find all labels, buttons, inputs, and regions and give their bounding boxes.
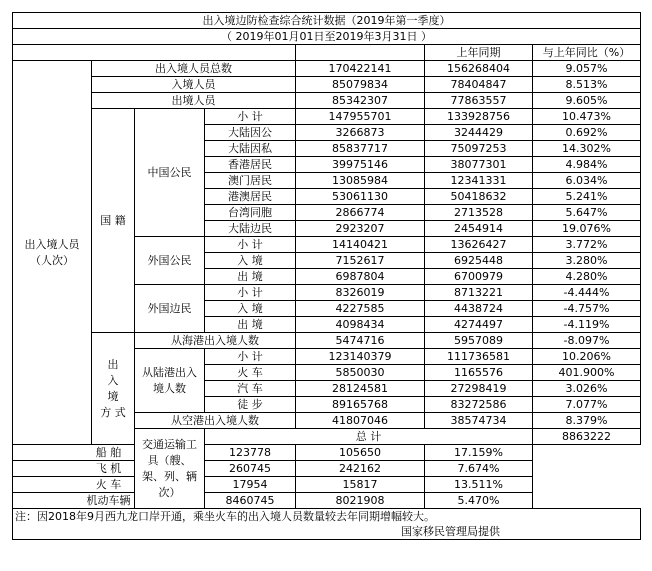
footnote: 注：因2018年9月西九龙口岸开通，乘坐火车的出入境人员数量较去年同期增幅较大。 <box>13 509 641 525</box>
statistics-table <box>12 12 641 540</box>
table-row: 飞 机 260745 242162 7.674% <box>13 461 641 477</box>
table-row: 汽 车 28124581 27298419 3.026% <box>13 381 641 397</box>
table-row: 国 籍 中国公民 小 计 147955701 133928756 10.473% <box>13 109 641 125</box>
table-row: 交通运输工具（艘、架、列、辆次） 总 计 8863222 <box>13 429 641 445</box>
header-yoy: 与上年同比（%） <box>533 45 641 61</box>
note-row <box>13 509 641 525</box>
table-row: 出入境人员（人次） 出入境人员总数 170422141 156268404 9.057% <box>13 61 641 77</box>
header-blank <box>13 45 296 61</box>
table-row: 外国边民 小 计 8326019 8713221 -4.444% <box>13 285 641 301</box>
table-row: 出 境 4098434 4274497 -4.119% <box>13 317 641 333</box>
table-row: 出 入 境 方 式 从海港出入境人数 5474716 5957089 -8.097% <box>13 333 641 349</box>
vehicles-group-label: 交通运输工具（艘、架、列、辆次） <box>135 429 205 509</box>
header-last-year: 上年同期 <box>425 45 533 61</box>
table-row: 出境人员 85342307 77863557 9.605% <box>13 93 641 109</box>
chinese-citizens-label: 中国公民 <box>135 109 205 237</box>
table-row: 大陆因公 3266873 3244429 0.692% <box>13 125 641 141</box>
table-period: （ 2019年01月01日至2019年3月31日 ） <box>13 29 641 45</box>
column-header-row <box>13 45 641 61</box>
title-row <box>13 13 641 29</box>
table-row: 机动车辆 8460745 8021908 5.470% <box>13 493 641 509</box>
table-row: 从空港出入境人数 41807046 38574734 8.379% <box>13 413 641 429</box>
statistics-document <box>12 12 640 540</box>
table-row: 香港居民 39975146 38077301 4.984% <box>13 157 641 173</box>
table-row: 台湾同胞 2866774 2713528 5.647% <box>13 205 641 221</box>
land-port-label: 从陆港出入境人数 <box>135 349 205 413</box>
foreign-border-label: 外国边民 <box>135 285 205 333</box>
table-row: 澳门居民 13085984 12341331 6.034% <box>13 173 641 189</box>
table-row: 外国公民 小 计 14140421 13626427 3.772% <box>13 237 641 253</box>
table-row: 港澳居民 53061130 50418632 5.241% <box>13 189 641 205</box>
table-row: 入境人员 85079834 78404847 8.513% <box>13 77 641 93</box>
period-row <box>13 29 641 45</box>
table-row: 火 车 5850030 1165576 401.900% <box>13 365 641 381</box>
table-row: 船 舶 123778 105650 17.159% <box>13 445 641 461</box>
table-row: 入 境 7152617 6925448 3.280% <box>13 253 641 269</box>
source-row <box>13 524 641 540</box>
table-row: 火 车 17954 15817 13.511% <box>13 477 641 493</box>
source-credit: 国家移民管理局提供 <box>13 524 641 540</box>
table-row: 大陆边民 2923207 2454914 19.076% <box>13 221 641 237</box>
table-row: 大陆因私 85837717 75097253 14.302% <box>13 141 641 157</box>
table-row: 徒 步 89165768 83272586 7.077% <box>13 397 641 413</box>
mode-group-label: 出 入 境 方 式 <box>92 333 135 445</box>
table-row: 出 境 6987804 6700979 4.280% <box>13 269 641 285</box>
foreign-citizens-label: 外国公民 <box>135 237 205 285</box>
table-row: 入 境 4227585 4438724 -4.757% <box>13 301 641 317</box>
table-title: 出入境边防检查综合统计数据（2019年第一季度） <box>13 13 641 29</box>
persons-group-label: 出入境人员（人次） <box>13 61 92 445</box>
header-current <box>296 45 425 61</box>
table-row: 从陆港出入境人数 小 计 123140379 111736581 10.206% <box>13 349 641 365</box>
nationality-label: 国 籍 <box>92 109 135 333</box>
